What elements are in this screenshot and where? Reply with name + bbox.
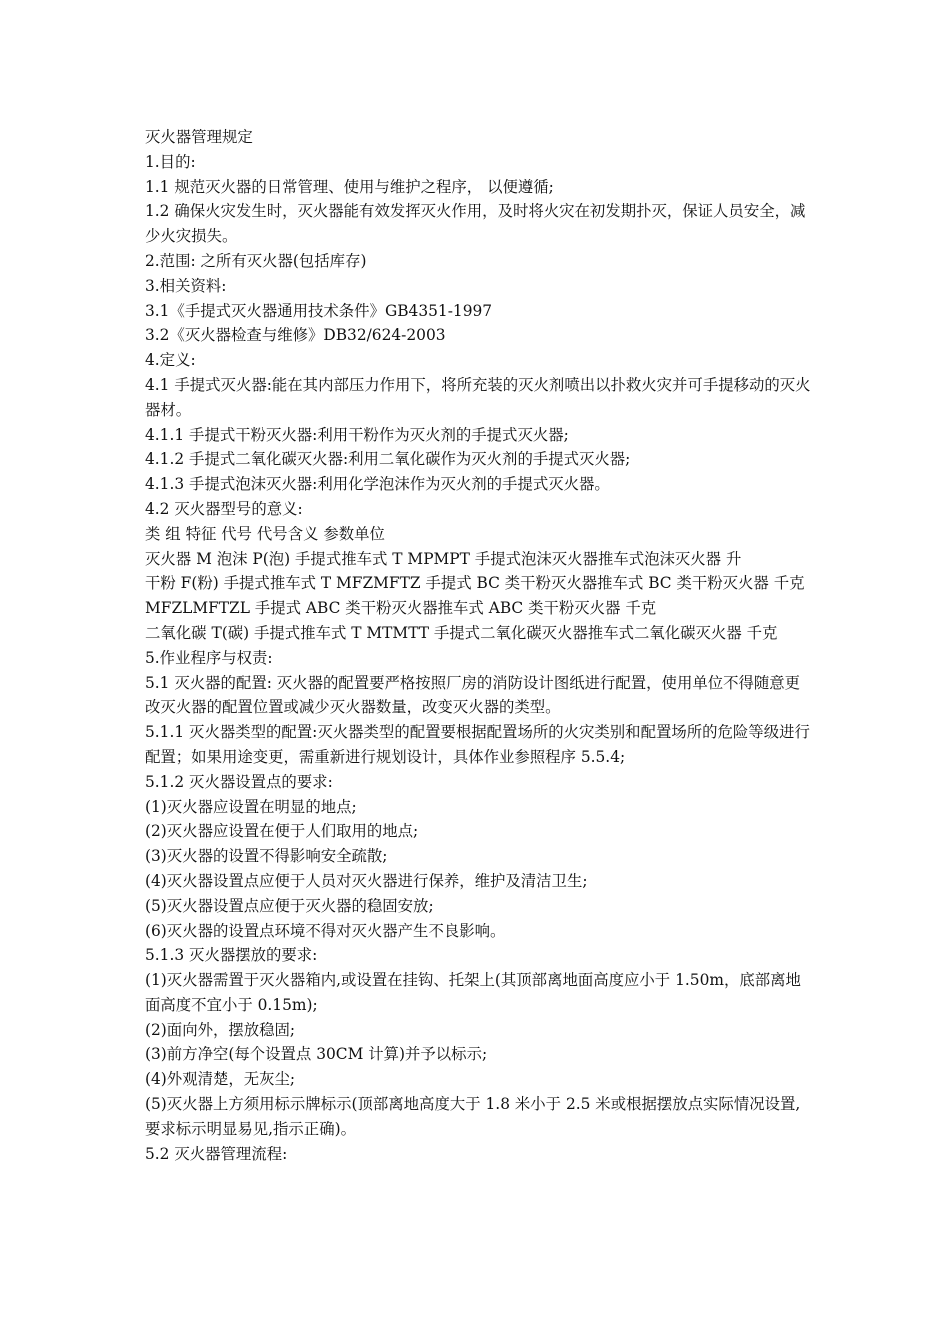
paragraph: 4.1.2 手提式二氧化碳灭火器:利用二氧化碳作为灭火剂的手提式灭火器; <box>145 450 631 469</box>
list-item: (4)灭火器设置点应便于人员对灭火器进行保养，维护及清洁卫生; <box>145 871 588 890</box>
section-heading: 1.目的: <box>145 152 196 171</box>
paragraph: 4.1 手提式灭火器:能在其内部压力作用下，将所充装的灭火剂喷出以扑救火灾并可手提移动的灭火器材。 <box>145 375 811 419</box>
section-heading: 3.相关资料: <box>145 276 227 295</box>
list-item: (2)面向外，摆放稳固; <box>145 1020 296 1039</box>
paragraph: 4.2 灭火器型号的意义: <box>145 499 303 518</box>
section-heading: 4.定义: <box>145 351 196 370</box>
list-item: (1)灭火器需置于灭火器箱内,或设置在挂钩、托架上(其顶部离地面高度应小于 1.50m，底部离地面高度不宜小于 0.15m); <box>145 971 801 1014</box>
list-item: (3)灭火器的设置不得影响安全疏散; <box>145 847 388 866</box>
list-item: (2)灭火器应设置在便于人们取用的地点; <box>145 822 419 841</box>
paragraph: MFZLMFTZL 手提式 ABC 类干粉灭火器推车式 ABC 类干粉灭火器 千克 <box>145 599 657 618</box>
paragraph: 5.1 灭火器的配置: 灭火器的配置要严格按照厂房的消防设计图纸进行配置，使用单位不得随意更改灭火器的配置位置或减少灭火器数量，改变灭火器的类型。 <box>145 673 801 717</box>
document-title: 灭火器管理规定 <box>145 128 253 146</box>
section-heading: 5.作业程序与权责: <box>145 648 273 667</box>
list-item: (3)前方净空(每个设置点 30CM 计算)并予以标示; <box>145 1045 488 1064</box>
list-item: (1)灭火器应设置在明显的地点; <box>145 797 357 816</box>
paragraph: 1.1 规范灭火器的日常管理、使用与维护之程序， 以便遵循; <box>145 177 554 196</box>
paragraph: 5.2 灭火器管理流程: <box>145 1144 288 1163</box>
paragraph: 干粉 F(粉) 手提式推车式 T MFZMFTZ 手提式 BC 类干粉灭火器推车式 BC 类干粉灭火器 千克 <box>145 574 805 593</box>
paragraph: 3.2《灭火器检查与维修》DB32/624-2003 <box>145 326 446 345</box>
paragraph: 4.1.3 手提式泡沫灭火器:利用化学泡沫作为灭火剂的手提式灭火器。 <box>145 475 610 494</box>
document-body <box>145 125 815 1166</box>
paragraph: 4.1.1 手提式干粉灭火器:利用干粉作为灭火剂的手提式灭火器; <box>145 425 569 444</box>
paragraph: 5.1.1 灭火器类型的配置:灭火器类型的配置要根据配置场所的火灾类别和配置场所的危险等级进行配置；如果用途变更，需重新进行规划设计，具体作业参照程序 5.5.4; <box>145 723 810 766</box>
list-item: (4)外观清楚，无灰尘; <box>145 1070 296 1089</box>
paragraph: 二氧化碳 T(碳) 手提式推车式 T MTMTT 手提式二氧化碳灭火器推车式二氧化碳灭火器 千克 <box>145 623 778 642</box>
paragraph: 2.范围: 之所有灭火器(包括库存) <box>145 251 367 270</box>
list-item: (6)灭火器的设置点环境不得对灭火器产生不良影响。 <box>145 921 506 940</box>
paragraph: 类 组 特征 代号 代号含义 参数单位 <box>145 524 385 543</box>
paragraph: 5.1.2 灭火器设置点的要求: <box>145 772 333 791</box>
paragraph: 5.1.3 灭火器摆放的要求: <box>145 946 318 965</box>
paragraph: 灭火器 M 泡沫 P(泡) 手提式推车式 T MPMPT 手提式泡沫灭火器推车式泡沫灭火器 升 <box>145 549 742 568</box>
paragraph: 1.2 确保火灾发生时，灭火器能有效发挥灭火作用，及时将火灾在初发期扑灭，保证人员安全，减少火灾损失。 <box>145 202 806 246</box>
paragraph: 3.1《手提式灭火器通用技术条件》GB4351-1997 <box>145 301 493 320</box>
list-item: (5)灭火器设置点应便于灭火器的稳固安放; <box>145 896 434 915</box>
list-item: (5)灭火器上方须用标示牌标示(顶部离地高度大于 1.8 米小于 2.5 米或根据摆放点实际情况设置,要求标示明显易见,指示正确)。 <box>145 1095 801 1138</box>
